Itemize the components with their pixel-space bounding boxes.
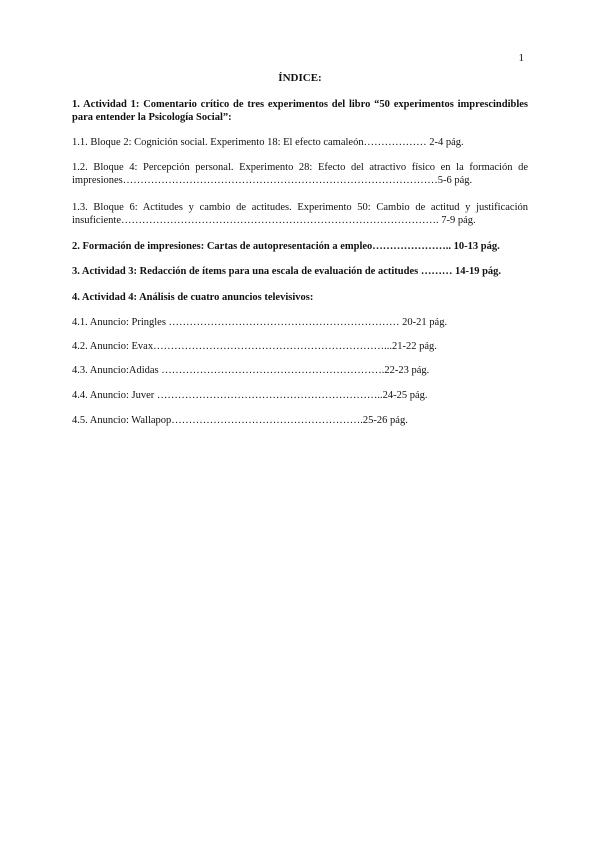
toc-entry-4-5: 4.5. Anuncio: Wallapop……………………………………………….25-26 pág.	[72, 415, 408, 426]
toc-entry-4-1: 4.1. Anuncio: Pringles ………………………………………………………… 20-21 pág.	[72, 317, 448, 328]
toc-entry-4-4: 4.4. Anuncio: Juver ………………………………………………………..24-25 pág.	[72, 390, 428, 401]
toc-entry-3: 3. Actividad 3: Redacción de ítems para una escala de evaluación de actitudes ……… 14-19 pág.	[72, 266, 502, 277]
toc-entry-4: 4. Actividad 4: Análisis de cuatro anuncios televisivos:	[72, 292, 314, 303]
toc-entry-1-1: 1.1. Bloque 2: Cognición social. Experimento 18: El efecto camaleón……………… 2-4 pág.	[72, 137, 464, 148]
toc-entry-4-2: 4.2. Anuncio: Evax…………………………………………………………...21-22 pág.	[72, 341, 437, 352]
toc-entry-1-2: 1.2. Bloque 4: Percepción personal. Experimento 28: Efecto del atractivo físico en la formación de impresiones………………………………………………………………………………5-6 pág.	[72, 162, 528, 186]
toc-entry-4-3: 4.3. Anuncio:Adidas ……………………………………………………….22-23 pág.	[72, 365, 430, 376]
page-number: 1	[518, 52, 524, 64]
page-title: ÍNDICE:	[278, 72, 322, 84]
toc-entry-2: 2. Formación de impresiones: Cartas de autopresentación a empleo………………….. 10-13 pág.	[72, 241, 500, 252]
toc-entry-1: 1. Actividad 1: Comentario crítico de tres experimentos del libro “50 experimentos imprescindibles para entender la Psicología Social”:	[72, 99, 528, 123]
toc-entry-1-3: 1.3. Bloque 6: Actitudes y cambio de actitudes. Experimento 50: Cambio de actitud y justificación insuficiente………………………………………………………………………………. 7-9 pág.	[72, 202, 528, 226]
